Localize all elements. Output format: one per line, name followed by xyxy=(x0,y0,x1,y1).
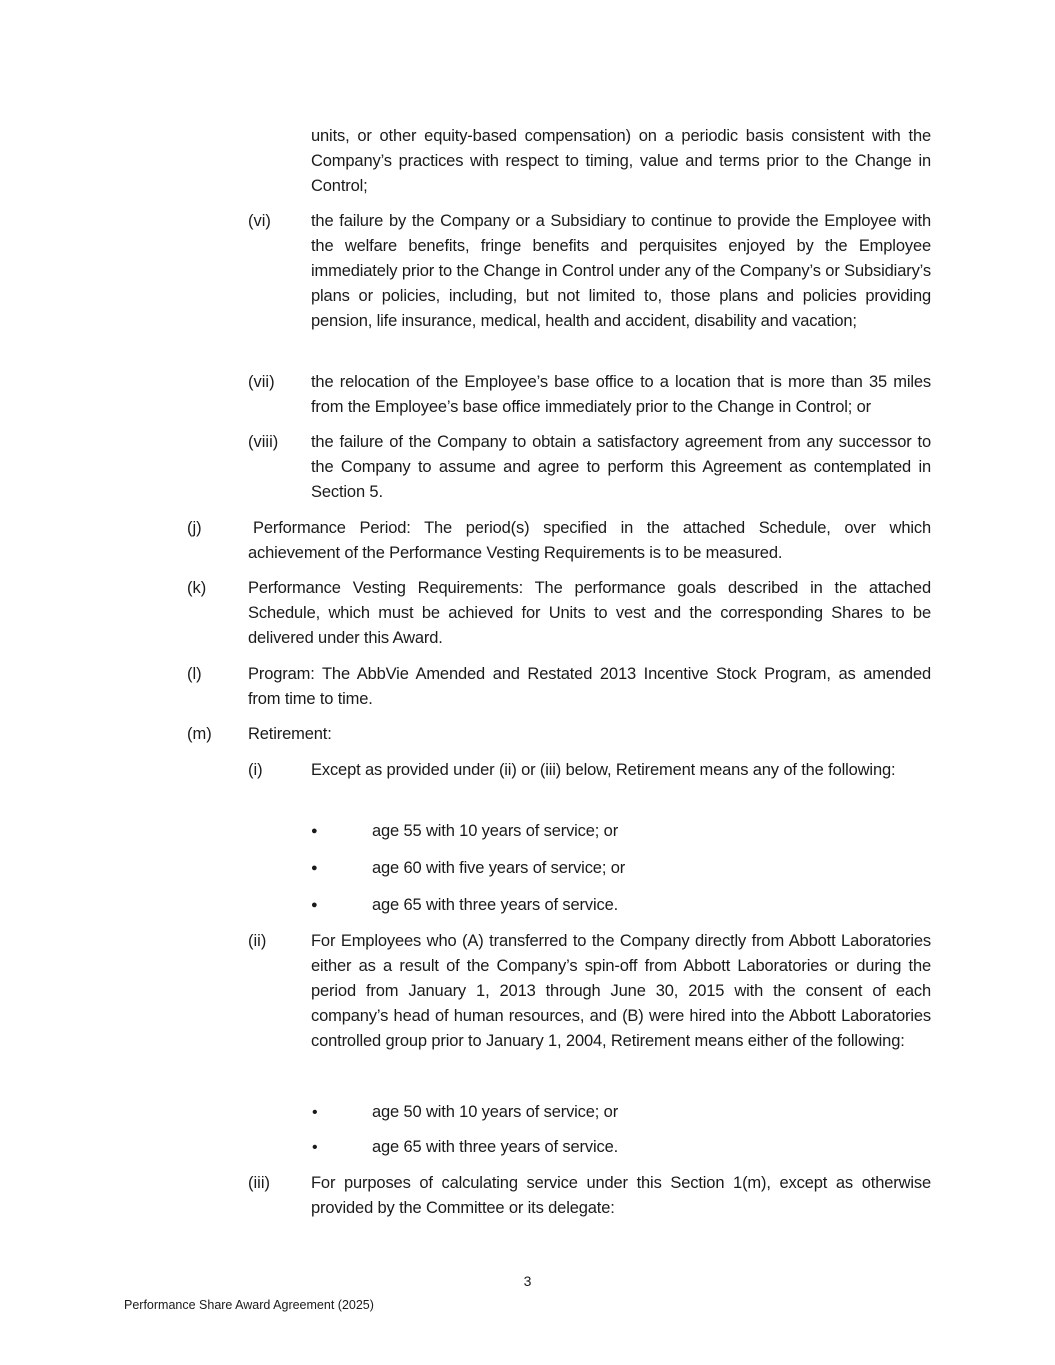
page-footer: Performance Share Award Agreement (2025) xyxy=(124,1298,374,1312)
list-item: age 65 with three years of service. xyxy=(372,896,619,914)
section-label-l: (l) xyxy=(187,665,202,683)
clause-label-m-i: (i) xyxy=(248,761,263,779)
clause-text-m-ii: For Employees who (A) transferred to the Company directly from Abbott Laboratories either as a result of the Company’s spin-off from Abbott Laboratories or during the period from January 1, 2013 through June 30, 2015 with the consent of each company’s head of human resources, and (B) were hired into the Abbott Laboratories controlled group prior to January 1, 2004, Retirement means either of the following: xyxy=(311,932,931,1050)
section-label-m: (m) xyxy=(187,725,212,743)
bullet-icon: • xyxy=(312,1104,318,1121)
list-item: age 55 with 10 years of service; or xyxy=(372,822,619,840)
section-text-k: Performance Vesting Requirements: The performance goals described in the attached Schedule, which must be achieved for Units to vest and the corresponding Shares to be delivered under this Award. xyxy=(248,579,931,647)
page-number: 3 xyxy=(523,1273,532,1289)
clause-text-m-i: Except as provided under (ii) or (iii) below, Retirement means any of the following: xyxy=(311,761,896,779)
section-label-j: (j) xyxy=(187,519,202,537)
list-item: age 65 with three years of service. xyxy=(372,1138,619,1156)
section-label-k: (k) xyxy=(187,579,207,597)
clause-label-vii: (vii) xyxy=(248,373,275,391)
clause-label-m-ii: (ii) xyxy=(248,932,267,950)
continued-paragraph: units, or other equity-based compensation) on a periodic basis consistent with the Company’s practices with respect to timing, value and terms prior to the Change in Control; xyxy=(311,127,931,195)
list-item: age 60 with five years of service; or xyxy=(372,859,626,877)
clause-text-vi: the failure by the Company or a Subsidiary to continue to provide the Employee with the welfare benefits, fringe benefits and perquisites enjoyed by the Employee immediately prior to the Change in Control under any of the Company’s or Subsidiary’s plans or policies, including, but not limited to, those plans and policies providing pension, life insurance, medical, health and accident, disability and vacation; xyxy=(311,212,931,330)
section-text-m: Retirement: xyxy=(248,725,332,743)
bullet-icon: ● xyxy=(311,899,318,911)
section-text-j: Performance Period: The period(s) specified in the attached Schedule, over which achievement of the Performance Vesting Requirements is to be measured. xyxy=(248,519,931,562)
clause-label-viii: (viii) xyxy=(248,433,279,451)
clause-text-viii: the failure of the Company to obtain a satisfactory agreement from any successor to the Company to assume and agree to perform this Agreement as contemplated in Section 5. xyxy=(311,433,931,501)
clause-text-vii: the relocation of the Employee’s base office to a location that is more than 35 miles from the Employee’s base office immediately prior to the Change in Control; or xyxy=(311,373,931,416)
clause-label-vi: (vi) xyxy=(248,212,271,230)
clause-text-m-iii: For purposes of calculating service under this Section 1(m), except as otherwise provided by the Committee or its delegate: xyxy=(311,1174,931,1217)
section-text-l: Program: The AbbVie Amended and Restated 2013 Incentive Stock Program, as amended from time to time. xyxy=(248,665,931,708)
list-item: age 50 with 10 years of service; or xyxy=(372,1103,619,1121)
bullet-icon: ● xyxy=(311,825,318,837)
bullet-icon: ● xyxy=(311,862,318,874)
clause-label-m-iii: (iii) xyxy=(248,1174,270,1192)
bullet-icon: • xyxy=(312,1139,318,1156)
